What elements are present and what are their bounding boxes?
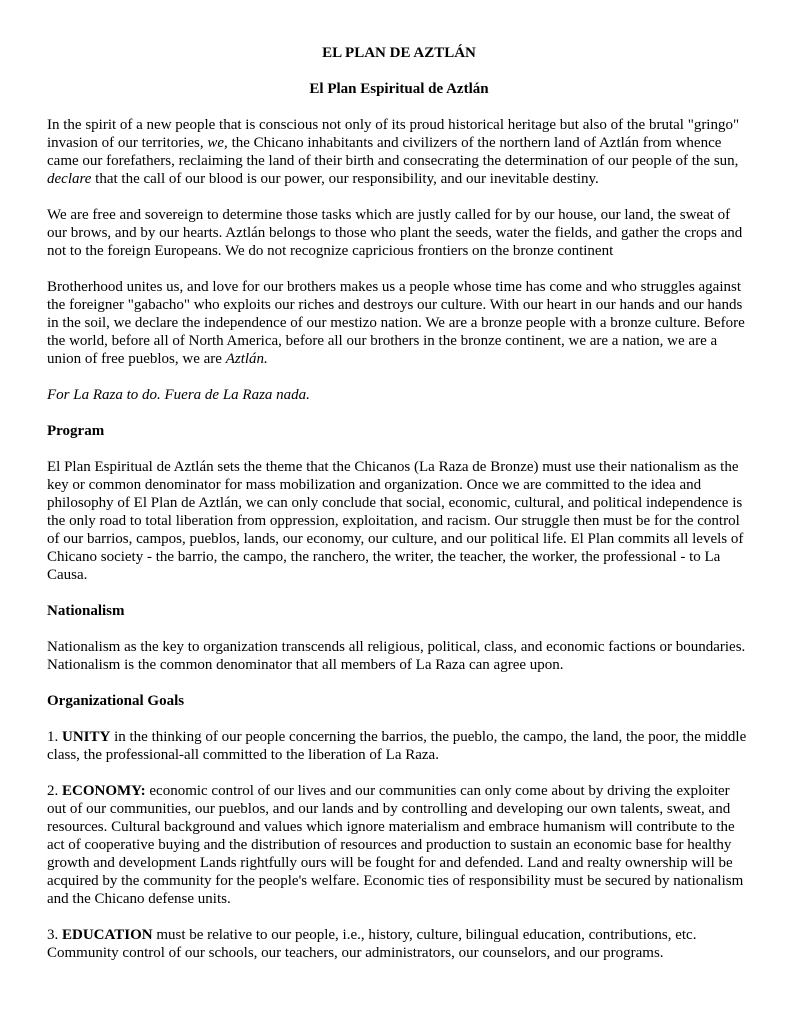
nationalism-heading: Nationalism	[47, 603, 125, 619]
document-subtitle: El Plan Espiritual de Aztlán	[309, 81, 489, 97]
intro-p1-we: we,	[207, 135, 228, 151]
intro-p1-text-c: that the call of our blood is our power, our responsibility, and our inevitable destiny.	[91, 171, 599, 187]
intro-paragraph-3	[47, 278, 751, 368]
intro-p1-text-a: In the spirit of a new people that is conscious not only of its proud historical heritage but also of the brutal "gringo" invasion of our territories,	[47, 117, 740, 151]
goal-item-economy	[47, 782, 751, 908]
goal-text: in the thinking of our people concerning the barrios, the pueblo, the campo, the land, the poor, the middle class, the professional-all committed to the liberation of La Raza.	[47, 729, 747, 763]
goal-item-education	[47, 926, 751, 962]
document-title: EL PLAN DE AZTLÁN	[322, 45, 476, 61]
intro-paragraph-1	[47, 116, 751, 188]
organizational-goals-heading: Organizational Goals	[47, 693, 185, 709]
goal-number: 1.	[47, 729, 62, 745]
goal-keyword: UNITY	[62, 729, 111, 745]
nationalism-paragraph: Nationalism as the key to organization transcends all religious, political, class, and economic factions or boundaries. Nationalism is the common denominator that all members of La Raza can agree upon.	[47, 639, 746, 673]
program-paragraph: El Plan Espiritual de Aztlán sets the theme that the Chicanos (La Raza de Bronze) must use their nationalism as the key or common denominator for mass mobilization and organization. Once we are committed to the idea and philosophy of El Plan de Aztlán, we can only conclude that social, economic, cultural, and political independence is the only road to total liberation from oppression, exploitation, and racism. Our struggle then must be for the control of our barrios, campos, pueblos, lands, our economy, our culture, and our political life. El Plan commits all levels of Chicano society - the barrio, the campo, the ranchero, the writer, the teacher, the worker, the professional - to La Causa.	[47, 459, 744, 583]
intro-p1-declare: declare	[47, 171, 92, 187]
goal-keyword: EDUCATION	[62, 927, 153, 943]
goal-text: must be relative to our people, i.e., history, culture, bilingual education, contributions, etc. Community control of our schools, our teachers, our administrators, our counselors, and our programs.	[47, 927, 697, 961]
intro-p1-text-b: the Chicano inhabitants and civilizers of the northern land of Aztlán from whence came our forefathers, reclaiming the land of their birth and consecrating the determination of our people of the sun,	[47, 135, 739, 169]
goal-number: 3.	[47, 927, 62, 943]
intro-paragraph-2: We are free and sovereign to determine those tasks which are justly called for by our house, our land, the sweat of our brows, and by our hearts. Aztlán belongs to those who plant the seeds, water the fields, and gather the crops and not to the foreign Europeans. We do not recognize capricious frontiers on the bronze continent	[47, 207, 743, 259]
goal-text: economic control of our lives and our communities can only come about by driving the exploiter out of our communities, our pueblos, and our lands and by controlling and developing our own talents, sweat, and resources. Cultural background and values which ignore materialism and embrace humanism will contribute to the act of cooperative buying and the distribution of resources and production to sustain an economic base for healthy growth and development Lands rightfully ours will be fought for and defended. Land and realty ownership will be acquired by the community for the people's welfare. Economic ties of responsibility must be secured by nationalism and the Chicano defense units.	[47, 783, 744, 907]
goal-item-unity	[47, 728, 751, 764]
program-heading: Program	[47, 423, 105, 439]
motto: For La Raza to do. Fuera de La Raza nada.	[47, 387, 310, 403]
intro-p3-aztlan: Aztlán.	[225, 351, 268, 367]
goal-keyword: ECONOMY:	[62, 783, 146, 799]
goal-number: 2.	[47, 783, 62, 799]
intro-p3-text: Brotherhood unites us, and love for our brothers makes us a people whose time has come and who struggles against the foreigner "gabacho" who exploits our riches and destroys our culture. With our heart in our hands and our hands in the soil, we declare the independence of our mestizo nation. We are a bronze people with a bronze culture. Before the world, before all of North America, before all our brothers in the bronze continent, we are a nation, we are a union of free pueblos, we are	[47, 279, 745, 367]
